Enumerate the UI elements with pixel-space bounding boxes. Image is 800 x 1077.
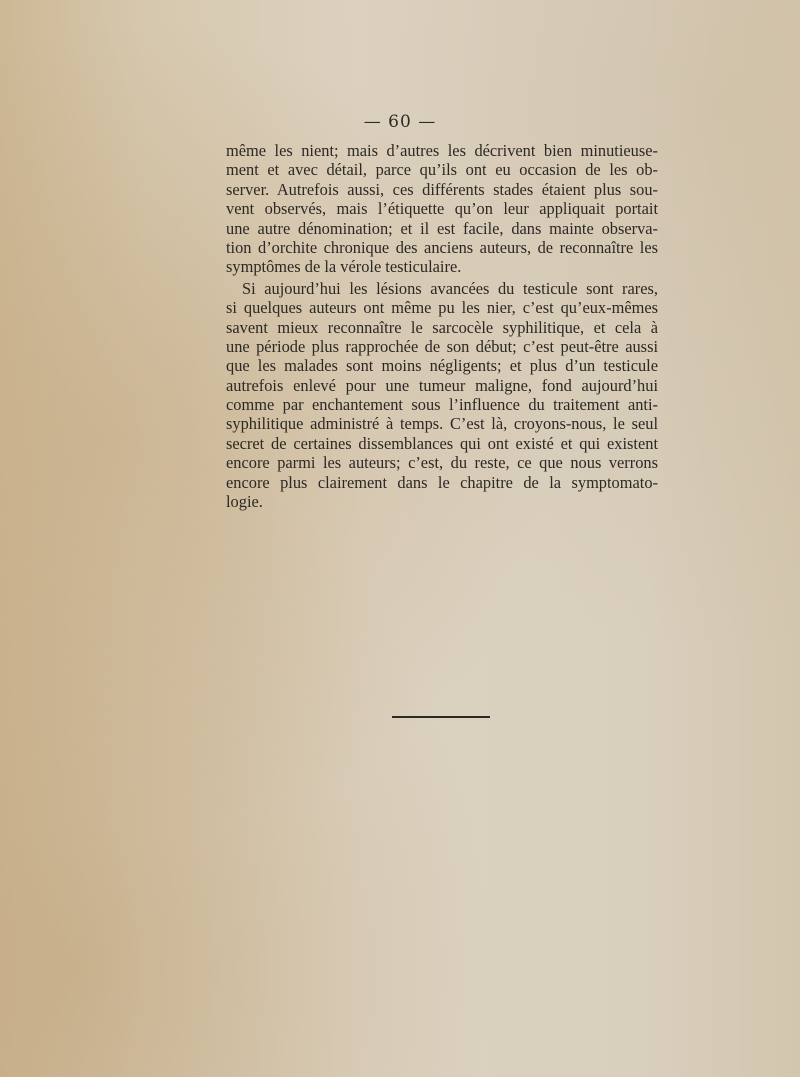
text-line: une période plus rapprochée de son début; c’est peut-être aussi	[226, 336, 658, 356]
text-line: savent mieux reconnaître le sarcocèle syphilitique, et cela à	[226, 317, 658, 337]
paragraph-1	[226, 141, 658, 277]
body-text	[226, 141, 658, 511]
text-line: même les nient; mais d’autres les décrivent bien minutieuse-	[226, 141, 658, 160]
text-line: Si aujourd’hui les lésions avancées du testicule sont rares,	[242, 278, 658, 298]
text-line: server. Autrefois aussi, ces différents stades étaient plus sou-	[226, 179, 658, 199]
text-line: encore parmi les auteurs; c’est, du reste, ce que nous verrons	[226, 453, 658, 473]
text-line: tion d’orchite chronique des anciens auteurs, de reconnaître les	[226, 237, 658, 257]
text-line: que les malades sont moins négligents; et plus d’un testicule	[226, 356, 658, 376]
text-line: syphilitique administré à temps. C’est là, croyons-nous, le seul	[226, 414, 658, 434]
text-line: secret de certaines dissemblances qui ont existé et qui existent	[226, 433, 658, 453]
text-line: vent observés, mais l’étiquette qu’on leur appliquait portait	[226, 199, 658, 219]
text-line: une autre dénomination; et il est facile, dans mainte observa-	[226, 218, 658, 238]
text-line: ment et avec détail, parce qu’ils ont eu occasion de les ob-	[226, 160, 658, 180]
paragraph-2	[226, 279, 658, 512]
section-end-rule	[392, 716, 490, 718]
text-line: si quelques auteurs ont même pu les nier, c’est qu’eux-mêmes	[226, 298, 658, 318]
text-line: comme par enchantement sous l’influence du traitement anti-	[226, 395, 658, 415]
text-line: encore plus clairement dans le chapitre de la symptomato-	[226, 472, 658, 492]
page-number: — 60 —	[363, 112, 437, 132]
text-line: symptômes de la vérole testiculaire.	[226, 257, 462, 277]
text-line: logie.	[226, 492, 263, 512]
text-line: autrefois enlevé pour une tumeur maligne, fond aujourd’hui	[226, 375, 658, 395]
